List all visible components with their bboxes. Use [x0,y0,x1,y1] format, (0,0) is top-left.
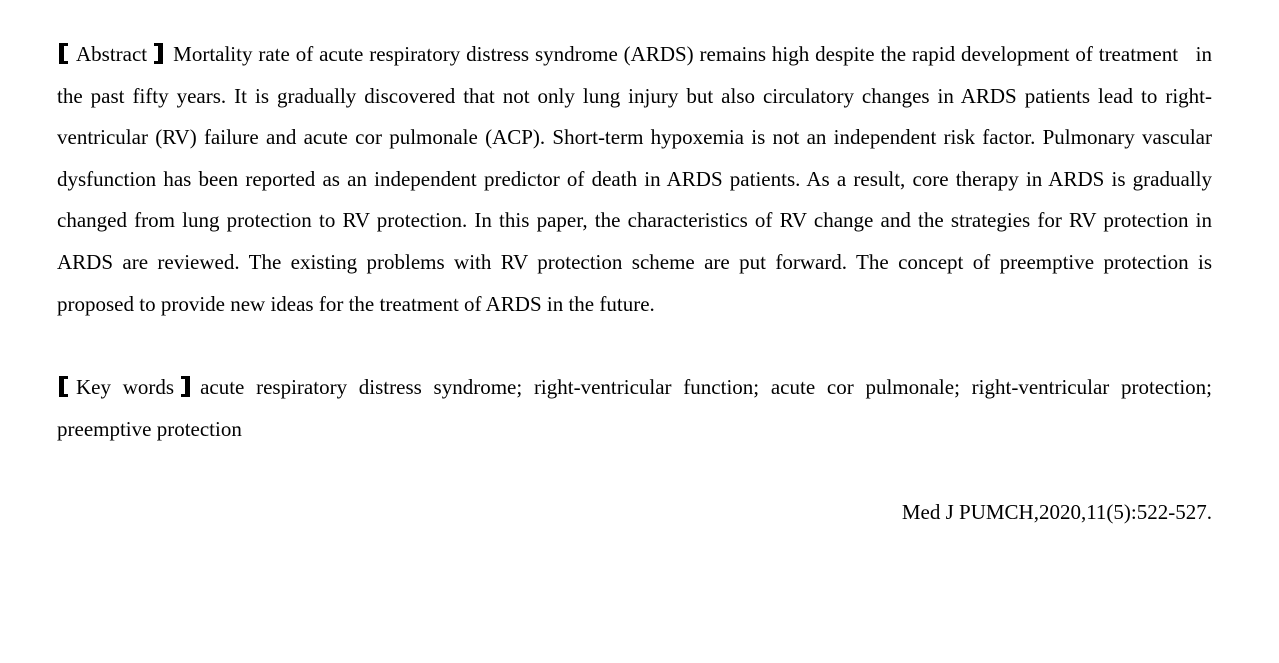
keywords-label: Key words [76,375,175,400]
keywords-text: acute respiratory distress syndrome; right-ventricular function; acute cor pulmonale; right-ventricular protection; preemptive protection [57,375,1212,441]
right-lenticular-bracket-icon [181,376,190,397]
abstract-label: Abstract [76,42,148,66]
right-lenticular-bracket-icon [154,43,163,64]
abstract-paragraph [57,34,1212,325]
left-lenticular-bracket-icon [59,376,68,397]
journal-citation: Med J PUMCH,2020,11(5):522-527. [901,500,1212,525]
left-lenticular-bracket-icon [59,43,68,64]
keywords-paragraph [57,367,1212,450]
abstract-text: Mortality rate of acute respiratory distress syndrome (ARDS) remains high despite the rapid development of treatment in the past fifty years. It is gradually discovered that not only lung injury but also circulatory changes in ARDS patients lead to right-ventricular (RV) failure and acute cor pulmonale (ACP). Short-term hypoxemia is not an independent risk factor. Pulmonary vascular dysfunction has been reported as an independent predictor of death in ARDS patients. As a result, core therapy in ARDS is gradually changed from lung protection to RV protection. In this paper, the characteristics of RV change and the strategies for RV protection in ARDS are reviewed. The existing problems with RV protection scheme are put forward. The concept of preemptive protection is proposed to provide new ideas for the treatment of ARDS in the future. [57,42,1212,316]
